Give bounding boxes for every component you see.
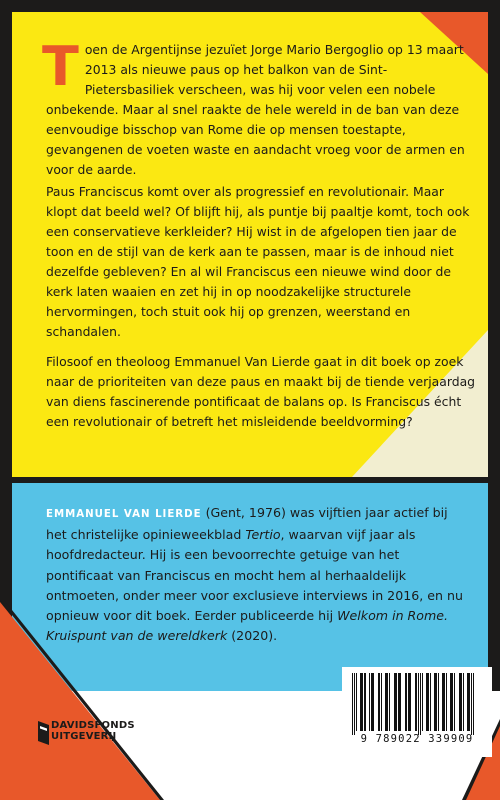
barcode-bar xyxy=(405,673,407,731)
barcode-bar xyxy=(408,673,411,731)
paragraph-2-text: Paus Franciscus komt over als progressief en revolutionair. Maar klopt dat beeld wel? Of blijft hij, als puntje bij paaltje komt, toch ook een conservatieve kerkleider? Hij wist in de afgelopen tien jaar de toon en de stijl van de kerk aan te passen, maar is de inhoud niet dezelfde gebleven? En al wil Franciscus een nieuwe wind door de kerk laten waaien en zet hij in op noodzakelijke structurele hervormingen, toch stuit ook hij op grenzen, weerstand en schandalen. xyxy=(46,184,470,339)
magazine-title: Tertio xyxy=(245,527,281,543)
barcode-bar xyxy=(389,673,390,731)
body-paragraph-3 xyxy=(46,352,476,432)
author-bio-part-3: (2020). xyxy=(227,628,278,644)
barcode-bar xyxy=(369,673,370,731)
publisher-subtitle: UITGEVERIJ xyxy=(51,731,117,742)
barcode-bar xyxy=(459,673,462,731)
barcode-bar xyxy=(454,673,455,731)
barcode-bar xyxy=(420,673,421,735)
barcode-bar xyxy=(442,673,445,731)
barcode-bar xyxy=(378,673,380,731)
barcode-bar xyxy=(352,673,353,735)
barcode-bar xyxy=(385,673,388,731)
barcode-bar xyxy=(394,673,397,731)
barcode-bar xyxy=(364,673,366,731)
barcode-bar xyxy=(398,673,401,731)
barcode-bar xyxy=(418,673,419,735)
barcode-bar xyxy=(430,673,431,731)
previous-book-title: Welkom in Rome. Kruispunt van de wereldkerk xyxy=(46,608,449,644)
isbn-number: 9 789022 339909 xyxy=(360,733,474,745)
author-bio xyxy=(46,503,466,646)
barcode-bar xyxy=(473,673,474,735)
barcode-bar xyxy=(371,673,374,731)
barcode-bar xyxy=(381,673,382,731)
barcode-bar xyxy=(467,673,470,731)
publisher-logo-icon xyxy=(38,721,49,745)
publisher-logo xyxy=(38,720,135,745)
intro-text: oen de Argentijnse jezuïet Jorge Mario Bergoglio op 13 maart 2013 als nieuwe paus op het balkon van de Sint-Pietersbasiliek verscheen, was hij voor velen een nobele onbekende. Maar al snel raakte de hele wereld in de ban van deze eenvoudige bisschop van Rome die op mensen toestapte, gevangenen de voeten waste en aandacht vroeg voor de armen en voor de aarde. xyxy=(46,42,465,177)
barcode-bar xyxy=(446,673,447,731)
intro-paragraph xyxy=(42,35,476,180)
barcode-bar xyxy=(434,673,437,731)
barcode-bar xyxy=(356,673,357,731)
barcode-bar xyxy=(426,673,429,731)
author-bio-part-1: (Gent, 1976) was vijftien jaar actief bij het christelijke opinieweekblad xyxy=(46,505,448,543)
barcode-bar xyxy=(438,673,439,731)
body-paragraph-2 xyxy=(46,182,476,342)
barcode-area xyxy=(342,667,492,757)
author-bio-part-2: , waarvan vijf jaar als hoofdredacteur. Hij is een bevoorrechte getuige van het pontificaat van Franciscus en mocht hem al herhaaldelijk ontmoeten, onder meer voor exclusieve interviews in 2016, en nu opnieuw voor dit boek. Eerder publiceerde hij xyxy=(46,527,463,624)
barcode-bar xyxy=(415,673,417,731)
paragraph-3-text: Filosoof en theoloog Emmanuel Van Lierde gaat in dit boek op zoek naar de prioriteiten van deze paus en maakt bij de tiende verjaardag van diens fascinerende pontificaat de balans op. Is Franciscus écht een revolutionair of betreft het misleidende beeldvorming? xyxy=(46,354,476,429)
barcode-bar xyxy=(354,673,355,735)
barcode xyxy=(350,673,484,735)
drop-cap: T xyxy=(42,35,79,98)
author-name: EMMANUEL VAN LIERDE xyxy=(46,509,202,520)
publisher-name: DAVIDSFONDS xyxy=(51,720,135,731)
barcode-bar xyxy=(360,673,363,731)
barcode-bar xyxy=(422,673,423,731)
barcode-bar xyxy=(450,673,453,731)
barcode-bar xyxy=(471,673,472,735)
barcode-bar xyxy=(463,673,464,731)
